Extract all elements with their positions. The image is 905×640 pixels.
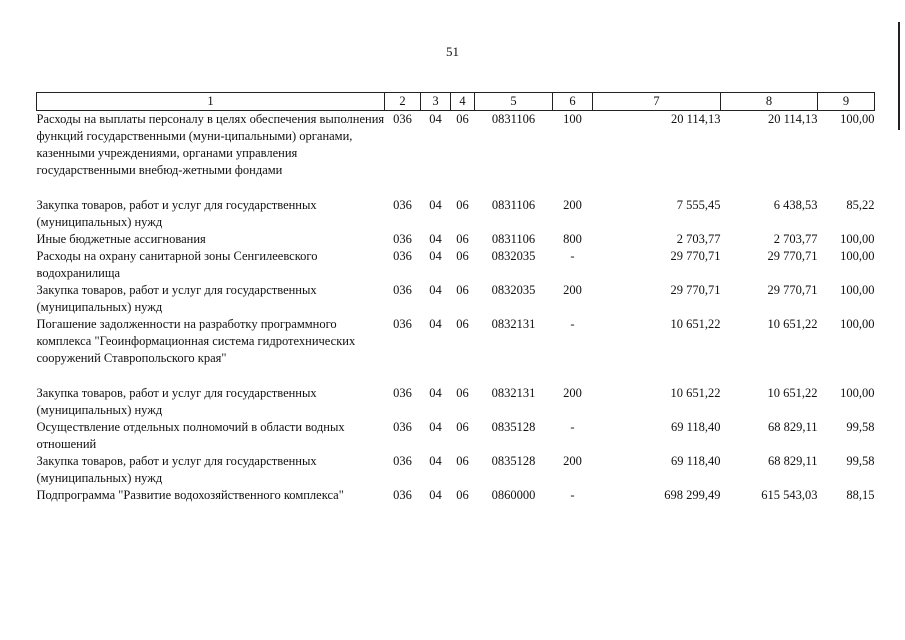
row-spacer: [37, 367, 875, 385]
table-row: [37, 385, 875, 419]
table-row: [37, 197, 875, 231]
col-header-7: 7: [593, 93, 721, 111]
row-subsection-code: 06: [456, 232, 469, 246]
row-name-cell: Осуществление отдельных полномочий в области водных отношений: [36, 420, 345, 451]
col-header-3: 3: [421, 93, 451, 111]
row-name-cell: Закупка товаров, работ и услуг для государственных (муниципальных) нужд: [36, 283, 317, 314]
row-ministry-code: 036: [393, 488, 412, 502]
row-ministry-code: 036: [393, 386, 412, 400]
table-row: [37, 487, 875, 504]
row-section-code: 04: [429, 198, 442, 212]
row-expense-type: -: [570, 488, 575, 502]
row-section-code: 04: [429, 386, 442, 400]
col-header-1: 1: [37, 93, 385, 111]
row-spacer: [37, 179, 875, 197]
row-target-article: 0832035: [491, 249, 536, 263]
row-expense-type: 100: [563, 112, 582, 126]
row-executed-amount: 68 829,11: [767, 420, 818, 434]
row-planned-amount: 2 703,77: [676, 232, 721, 246]
row-target-article: 0831106: [491, 112, 536, 126]
row-expense-type: -: [570, 420, 575, 434]
row-target-article: 0860000: [491, 488, 536, 502]
row-planned-amount: 29 770,71: [670, 283, 721, 297]
row-ministry-code: 036: [393, 454, 412, 468]
row-expense-type: 800: [563, 232, 582, 246]
row-executed-amount: 6 438,53: [773, 198, 818, 212]
table-row: [37, 231, 875, 248]
row-subsection-code: 06: [456, 386, 469, 400]
row-planned-amount: 10 651,22: [670, 386, 721, 400]
row-ministry-code: 036: [393, 112, 412, 126]
row-execution-percent: 85,22: [846, 198, 875, 212]
col-header-9: 9: [818, 93, 875, 111]
row-planned-amount: 29 770,71: [670, 249, 721, 263]
row-name-cell: Иные бюджетные ассигнования: [36, 232, 206, 246]
row-planned-amount: 20 114,13: [670, 112, 721, 126]
row-name-cell: Расходы на выплаты персоналу в целях обеспечения выполнения функций государственными (муни-ципальными) органами, казенными учреждениями, органами управления государственными внебюд-жетными фондами: [36, 112, 385, 177]
table-row: [37, 419, 875, 453]
row-section-code: 04: [429, 112, 442, 126]
row-subsection-code: 06: [456, 249, 469, 263]
scan-edge-bar: [898, 22, 900, 130]
col-header-4: 4: [451, 93, 475, 111]
row-execution-percent: 100,00: [840, 386, 875, 400]
row-section-code: 04: [429, 249, 442, 263]
row-subsection-code: 06: [456, 198, 469, 212]
row-planned-amount: 698 299,49: [664, 488, 721, 502]
row-name-cell: Подпрограмма "Развитие водохозяйственного комплекса": [36, 488, 344, 502]
row-target-article: 0832131: [491, 386, 536, 400]
table-row: [37, 316, 875, 367]
row-execution-percent: 100,00: [840, 317, 875, 331]
row-planned-amount: 7 555,45: [676, 198, 721, 212]
row-expense-type: 200: [563, 454, 582, 468]
col-header-5: 5: [475, 93, 553, 111]
row-section-code: 04: [429, 454, 442, 468]
row-target-article: 0835128: [491, 420, 536, 434]
row-subsection-code: 06: [456, 454, 469, 468]
row-planned-amount: 69 118,40: [670, 420, 721, 434]
row-executed-amount: 615 543,03: [761, 488, 818, 502]
row-executed-amount: 29 770,71: [767, 283, 818, 297]
row-ministry-code: 036: [393, 249, 412, 263]
row-executed-amount: 2 703,77: [773, 232, 818, 246]
row-subsection-code: 06: [456, 420, 469, 434]
row-section-code: 04: [429, 420, 442, 434]
row-target-article: 0832035: [491, 283, 536, 297]
row-expense-type: -: [570, 317, 575, 331]
row-subsection-code: 06: [456, 112, 469, 126]
table-body: [37, 111, 875, 505]
table-header: [37, 93, 875, 111]
row-name-cell: Погашение задолженности на разработку программного комплекса "Геоинформационная система гидротехнических сооружений Ставропольского края": [36, 317, 356, 365]
row-execution-percent: 99,58: [846, 454, 875, 468]
row-subsection-code: 06: [456, 488, 469, 502]
row-ministry-code: 036: [393, 420, 412, 434]
row-target-article: 0831106: [491, 232, 536, 246]
table-row: [37, 248, 875, 282]
row-planned-amount: 69 118,40: [670, 454, 721, 468]
row-execution-percent: 100,00: [840, 283, 875, 297]
row-name-cell: Расходы на охрану санитарной зоны Сенгилеевского водохранилища: [36, 249, 318, 280]
row-executed-amount: 68 829,11: [767, 454, 818, 468]
row-execution-percent: 99,58: [846, 420, 875, 434]
col-header-2: 2: [385, 93, 421, 111]
row-expense-type: 200: [563, 386, 582, 400]
row-section-code: 04: [429, 283, 442, 297]
row-executed-amount: 10 651,22: [767, 386, 818, 400]
col-header-8: 8: [721, 93, 818, 111]
page-number: 51: [446, 44, 459, 59]
col-header-6: 6: [553, 93, 593, 111]
table-row: [37, 111, 875, 180]
row-executed-amount: 10 651,22: [767, 317, 818, 331]
row-execution-percent: 88,15: [846, 488, 875, 502]
budget-table: [36, 92, 875, 504]
row-section-code: 04: [429, 488, 442, 502]
row-ministry-code: 036: [393, 232, 412, 246]
row-ministry-code: 036: [393, 198, 412, 212]
row-name-cell: Закупка товаров, работ и услуг для государственных (муниципальных) нужд: [36, 386, 317, 417]
row-expense-type: 200: [563, 198, 582, 212]
row-subsection-code: 06: [456, 283, 469, 297]
row-execution-percent: 100,00: [840, 112, 875, 126]
row-executed-amount: 29 770,71: [767, 249, 818, 263]
row-ministry-code: 036: [393, 317, 412, 331]
row-section-code: 04: [429, 317, 442, 331]
row-execution-percent: 100,00: [840, 249, 875, 263]
row-name-cell: Закупка товаров, работ и услуг для государственных (муниципальных) нужд: [36, 198, 317, 229]
row-expense-type: -: [570, 249, 575, 263]
row-executed-amount: 20 114,13: [767, 112, 818, 126]
row-section-code: 04: [429, 232, 442, 246]
row-target-article: 0835128: [491, 454, 536, 468]
row-ministry-code: 036: [393, 283, 412, 297]
row-planned-amount: 10 651,22: [670, 317, 721, 331]
row-subsection-code: 06: [456, 317, 469, 331]
row-execution-percent: 100,00: [840, 232, 875, 246]
row-name-cell: Закупка товаров, работ и услуг для государственных (муниципальных) нужд: [36, 454, 317, 485]
header-row: [37, 93, 875, 111]
row-expense-type: 200: [563, 283, 582, 297]
table-row: [37, 282, 875, 316]
table-row: [37, 453, 875, 487]
row-target-article: 0832131: [491, 317, 536, 331]
row-target-article: 0831106: [491, 198, 536, 212]
